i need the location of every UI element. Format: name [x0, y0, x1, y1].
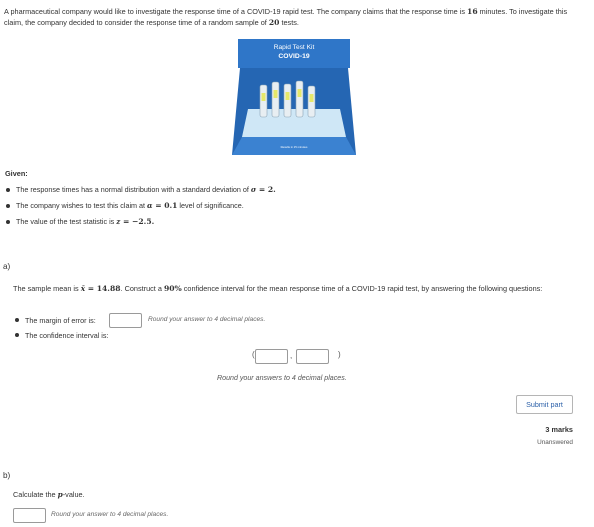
kit-title-line2: COVID-19 — [278, 53, 310, 60]
ci-upper-input[interactable] — [296, 349, 329, 364]
given-item-test-statistic: The value of the test statistic is z = −2.5. — [5, 216, 276, 232]
kit-title-line1: Rapid Test Kit — [273, 44, 315, 51]
part-a-prompt: The sample mean is x̄ = 14.88. Construct a 90% confidence interval for the mean response time of a COVID-19 rapid test, by answering the following questions: — [13, 284, 543, 293]
ci-lower-input[interactable] — [255, 349, 288, 364]
kit-inner-tray — [242, 109, 346, 137]
answer-status: Unanswered — [537, 439, 573, 446]
given-item-std-dev: The response times has a normal distribution with a standard deviation of σ = 2. — [5, 184, 276, 200]
ci-comma: , — [290, 351, 293, 360]
question-intro — [4, 6, 588, 28]
sample-size: 20 — [268, 18, 280, 27]
intro-text-1: A pharmaceutical company would like to investigate the response time of a COVID-19 rapid test. The company claims that the response time is — [4, 7, 468, 16]
confidence-interval-item — [13, 330, 109, 342]
margin-of-error-item — [13, 312, 109, 330]
submit-part-button[interactable]: Submit part — [516, 395, 573, 414]
given-list — [5, 184, 276, 232]
margin-of-error-input[interactable] — [109, 313, 142, 328]
marks-label: 3 marks — [545, 425, 573, 434]
margin-of-error-label: The margin of error is: — [25, 316, 96, 325]
intro-text-3: tests. — [279, 18, 299, 27]
claimed-time: 16 — [467, 7, 478, 16]
part-b-prompt: Calculate the p-value. — [13, 490, 85, 499]
kit-strip-text: Results in 15 minutes — [280, 145, 308, 149]
p-value-input[interactable] — [13, 508, 46, 523]
part-a-label: a) — [3, 262, 11, 271]
rapid-test-kit-illustration — [228, 37, 360, 159]
confidence-interval-label: The confidence interval is: — [25, 331, 109, 340]
intro-text-2: minutes. To investigate this claim, the company decided to consider the response time of a random sample of — [4, 7, 568, 27]
margin-of-error-hint: Round your answer to 4 decimal places. — [148, 316, 266, 323]
part-a-questions — [13, 312, 109, 342]
ci-open-paren: ( — [252, 350, 255, 359]
given-title: Given: — [5, 169, 28, 178]
p-value-hint: Round your answer to 4 decimal places. — [51, 511, 169, 518]
given-item-significance: The company wishes to test this claim at α = 0.1 level of significance. — [5, 200, 276, 216]
confidence-interval-hint: Round your answers to 4 decimal places. — [217, 374, 347, 382]
ci-close-paren: ) — [338, 350, 341, 359]
part-b-label: b) — [3, 471, 11, 480]
rapid-test-kit-drawing — [228, 37, 360, 159]
